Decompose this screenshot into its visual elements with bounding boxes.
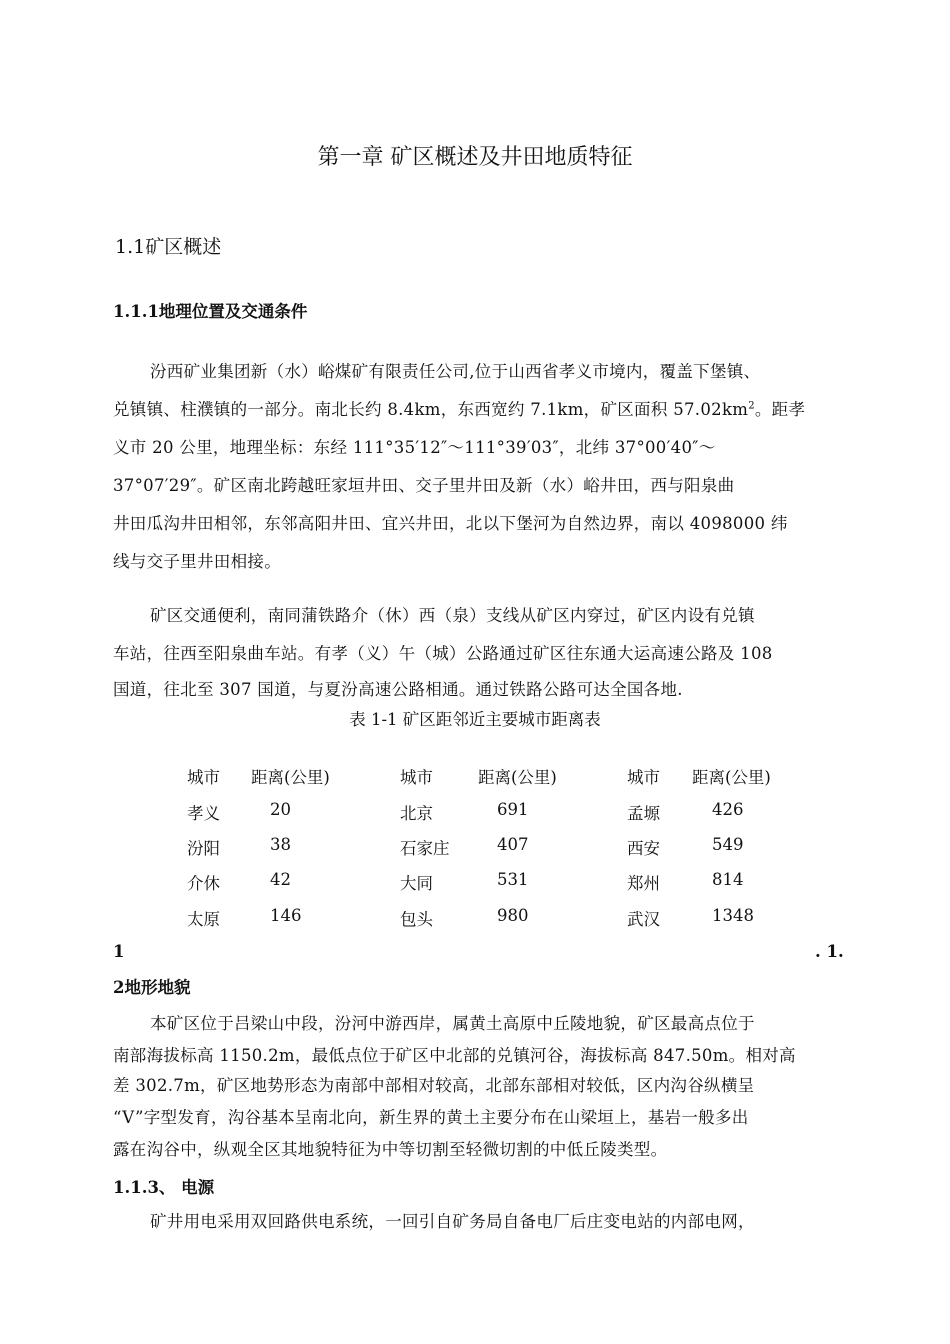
chapter-title: 第一章 矿区概述及井田地质特征 <box>317 145 633 170</box>
section-1-1-2-heading: 2地形地貌 <box>113 978 191 997</box>
table-cell: 武汉 <box>627 910 660 929</box>
para2-line2: 车站，往西至阳泉曲车站。有孝（义）午（城）公路通过矿区往东通大运高速公路及 108 <box>113 644 773 663</box>
para3-line4: “V”字型发育，沟谷基本呈南北向，新生界的黄土主要分布在山梁垣上，基岩一般多出 <box>113 1108 749 1127</box>
para1-line5: 井田瓜沟井田相邻，东邻高阳井田、宜兴井田，北以下堡河为自然边界，南以 4098000 纬 <box>113 514 788 533</box>
heading-fragment-right: . 1. <box>815 942 844 961</box>
table-header-cell: 城市 <box>400 768 433 787</box>
table-cell: 孟塬 <box>627 804 660 823</box>
section-1-1-heading: 1.1矿区概述 <box>115 236 222 258</box>
table-cell: 1348 <box>712 906 754 925</box>
table-cell: 531 <box>497 870 529 889</box>
table-header-cell: 城市 <box>627 768 660 787</box>
para1-line6: 线与交子里井田相接。 <box>113 552 281 571</box>
table-cell: 42 <box>270 870 291 889</box>
para4-line1: 矿井用电采用双回路供电系统，一回引自矿务局自备电厂后庄变电站的内部电网， <box>150 1212 755 1231</box>
table-cell: 石家庄 <box>400 839 450 858</box>
table-caption: 表 1-1 矿区距邻近主要城市距离表 <box>349 710 601 729</box>
table-cell: 包头 <box>400 910 433 929</box>
table-cell: 郑州 <box>627 874 660 893</box>
para1-line3: 义市 20 公里，地理坐标：东经 111°35′12″～111°39′03″，北纬 37°00′40″～ <box>113 438 716 457</box>
para1-line2: 兑镇镇、柱濮镇的一部分。南北长约 8.4km，东西宽约 7.1km，矿区面积 $57.02km^2$。距孝 <box>113 400 806 419</box>
table-cell: 814 <box>712 870 744 889</box>
para1-line1: 汾西矿业集团新（水）峪煤矿有限责任公司,位于山西省孝义市境内，覆盖下堡镇、 <box>150 362 761 381</box>
table-header-cell: 距离(公里) <box>692 768 771 787</box>
table-cell: 汾阳 <box>187 839 220 858</box>
para2-line1: 矿区交通便利，南同蒲铁路介（休）西（泉）支线从矿区内穿过，矿区内设有兑镇 <box>150 606 755 625</box>
table-cell: 146 <box>270 906 302 925</box>
para3-line5: 露在沟谷中，纵观全区其地貌特征为中等切割至轻微切割的中低丘陵类型。 <box>113 1140 668 1159</box>
section-1-1-3-heading: 1.1.3、 电源 <box>113 1178 215 1197</box>
section-1-1-1-heading: 1.1.1地理位置及交通条件 <box>113 302 308 321</box>
table-cell: 980 <box>497 906 529 925</box>
table-cell: 426 <box>712 800 744 819</box>
table-cell: 太原 <box>187 910 220 929</box>
para3-line3: 差 302.7m，矿区地势形态为南部中部相对较高，北部东部相对较低，区内沟谷纵横呈 <box>113 1076 755 1095</box>
heading-fragment-left: 1 <box>113 942 125 961</box>
table-cell: 孝义 <box>187 804 220 823</box>
table-cell: 20 <box>270 800 291 819</box>
table-cell: 407 <box>497 835 529 854</box>
para3-line2: 南部海拔标高 1150.2m，最低点位于矿区中北部的兑镇河谷，海拔标高 847.50m。相对高 <box>113 1046 796 1065</box>
table-cell: 38 <box>270 835 291 854</box>
table-cell: 北京 <box>400 804 433 823</box>
para1-line4: 37°07′29″。矿区南北跨越旺家垣井田、交子里井田及新（水）峪井田，西与阳泉曲 <box>113 476 735 495</box>
table-header-cell: 距离(公里) <box>478 768 557 787</box>
table-cell: 大同 <box>400 874 433 893</box>
para2-line3: 国道，往北至 307 国道，与夏汾高速公路相通。通过铁路公路可达全国各地. <box>113 680 683 699</box>
table-cell: 549 <box>712 835 744 854</box>
table-cell: 介休 <box>187 874 220 893</box>
table-cell: 西安 <box>627 839 660 858</box>
table-header-cell: 距离(公里) <box>251 768 330 787</box>
para3-line1: 本矿区位于吕梁山中段，汾河中游西岸，属黄土高原中丘陵地貌，矿区最高点位于 <box>150 1014 755 1033</box>
table-header-cell: 城市 <box>187 768 220 787</box>
table-cell: 691 <box>497 800 529 819</box>
